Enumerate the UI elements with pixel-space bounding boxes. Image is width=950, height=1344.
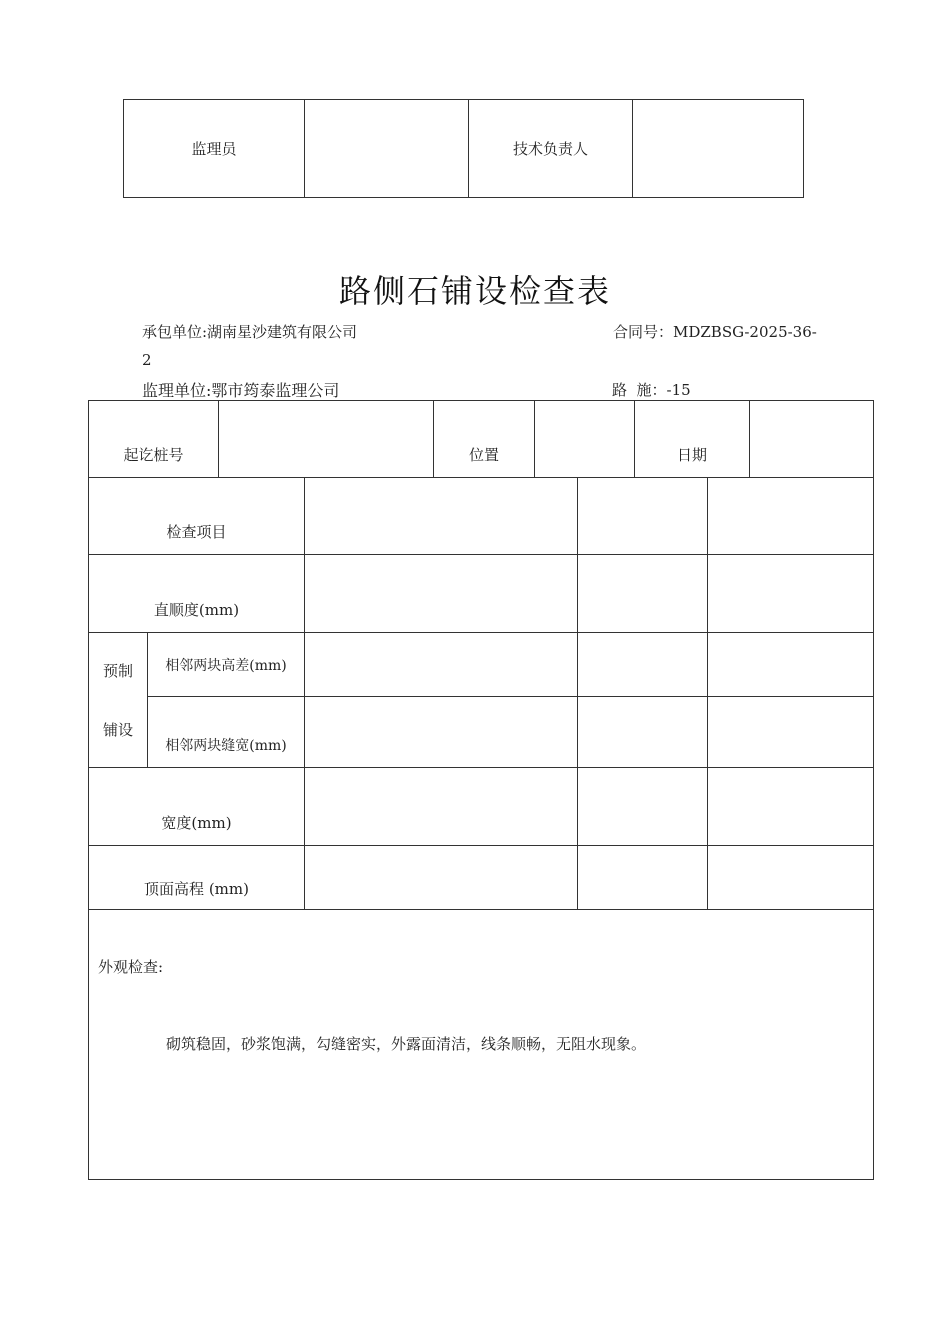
value-cell[interactable] [708,846,874,910]
appearance-label: 外观检查: [98,958,164,976]
tech-lead-signature-cell[interactable] [633,100,804,198]
table-row [89,768,874,846]
tech-lead-label: 技术负责人 [469,100,633,198]
check-item-label: 检查项目 [89,478,305,555]
table-row [89,478,874,555]
value-cell[interactable] [708,555,874,633]
top-elevation-label: 顶面高程 (mm) [89,846,305,910]
straightness-label: 直顺度(mm) [89,555,305,633]
value-cell[interactable] [708,697,874,768]
value-cell[interactable] [708,478,874,555]
date-value-cell[interactable] [750,401,874,478]
value-cell[interactable] [305,846,578,910]
position-label: 位置 [434,401,535,478]
adjacent-height-label: 相邻两块高差(mm) [148,633,305,697]
value-cell[interactable] [305,633,578,697]
value-cell[interactable] [578,478,708,555]
page-title: 路侧石铺设检查表 [338,272,611,310]
value-cell[interactable] [578,633,708,697]
group-label-line1: 预制 [102,662,133,680]
date-label: 日期 [635,401,750,478]
value-cell[interactable] [578,697,708,768]
value-cell[interactable] [708,633,874,697]
value-cell[interactable] [305,555,578,633]
value-cell[interactable] [578,768,708,846]
appearance-row [89,910,874,1180]
value-cell[interactable] [578,846,708,910]
value-cell[interactable] [708,768,874,846]
value-cell[interactable] [578,555,708,633]
contract-number-line2: 2 [142,351,152,369]
table-row [89,697,874,768]
station-value-cell[interactable] [219,401,434,478]
supervisor-signature-cell[interactable] [305,100,469,198]
appearance-text: 砌筑稳固，砂浆饱满，勾缝密实，外露面清洁，线条顺畅，无阻水现象。 [166,1035,647,1053]
value-cell[interactable] [305,478,578,555]
table-row [89,846,874,910]
station-table [88,400,874,478]
adjacent-gap-label: 相邻两块缝宽(mm) [148,697,305,768]
contract-number-line1: 合同号：MDZBSG-2025-36- [613,323,817,341]
station-label: 起讫桩号 [89,401,219,478]
supervisor-label: 监理员 [124,100,305,198]
value-cell[interactable] [305,768,578,846]
prefab-paving-group-label [89,633,148,768]
appearance-cell[interactable] [89,910,874,1180]
inspection-table [88,477,874,1180]
supervision-unit-line: 监理单位:鄂市筠泰监理公司 [142,381,340,400]
width-label: 宽度(mm) [89,768,305,846]
position-value-cell[interactable] [535,401,635,478]
group-label-line2: 铺设 [102,721,133,739]
road-line: 路 施：-15 [612,381,691,399]
table-row [89,555,874,633]
value-cell[interactable] [305,697,578,768]
signature-table [123,99,804,198]
table-row [89,633,874,697]
contractor-line: 承包单位:湖南星沙建筑有限公司 [142,323,358,341]
